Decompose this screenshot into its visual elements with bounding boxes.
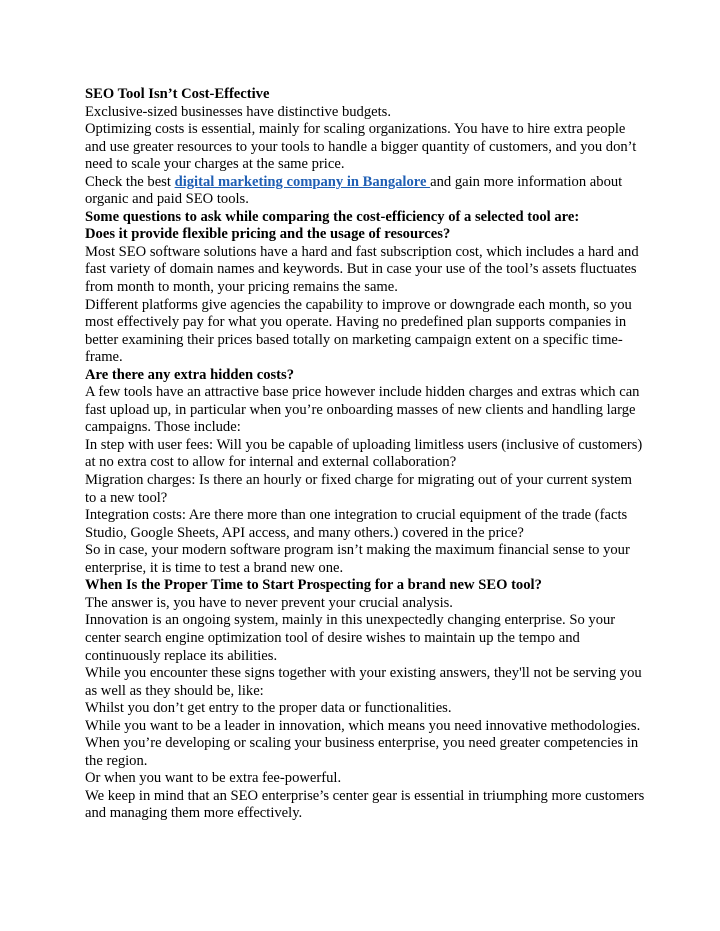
paragraph-so-in-case: So in case, your modern software program isn’t making the maximum financial sense to your enterprise, it is time to test a brand new one. bbox=[85, 542, 630, 576]
paragraph-leader: While you want to be a leader in innovation, which means you need innovative methodologies. bbox=[85, 717, 641, 734]
paragraph-answer: The answer is, you have to never prevent your crucial analysis. bbox=[85, 594, 453, 611]
section-heading-when: When Is the Proper Time to Start Prospecting for a brand new SEO tool? bbox=[85, 577, 542, 594]
paragraph-whilst: Whilst you don’t get entry to the proper data or functionalities. bbox=[85, 700, 452, 717]
document-body bbox=[85, 86, 645, 823]
paragraph-while-encounter: While you encounter these signs together with your existing answers, they'll not be serving you as well as they should be, like: bbox=[85, 665, 642, 699]
paragraph-innovation: Innovation is an ongoing system, mainly in this unexpectedly changing enterprise. So your center search engine optimization tool of desire wishes to maintain up the tempo and continuously replace its abilities. bbox=[85, 612, 616, 664]
check-text-after: and gain more information about organic and paid SEO tools. bbox=[85, 173, 623, 208]
paragraph-exclusive: Exclusive-sized businesses have distinctive budgets. bbox=[85, 103, 391, 120]
paragraph-user-fees: In step with user fees: Will you be capable of uploading limitless users (inclusive of customers) at no extra cost to allow for internal and external collaboration? bbox=[85, 436, 643, 471]
paragraph-few-tools: A few tools have an attractive base price however include hidden charges and extras which can fast upload up, in particular when you’re onboarding masses of new clients and handling large campaigns. Those include: bbox=[85, 384, 640, 436]
paragraph-migration: Migration charges: Is there an hourly or fixed charge for migrating out of your current system to a new tool? bbox=[85, 472, 632, 506]
paragraph-keep-in-mind: We keep in mind that an SEO enterprise’s center gear is essential in triumphing more customers and managing them more effectively. bbox=[85, 787, 645, 822]
section-heading-hidden-costs: Are there any extra hidden costs? bbox=[85, 366, 295, 383]
paragraph-fee-powerful: Or when you want to be extra fee-powerful. bbox=[85, 770, 342, 787]
paragraph-developing: When you’re developing or scaling your business enterprise, you need greater competencies in the region. bbox=[85, 735, 639, 769]
section-heading-questions: Some questions to ask while comparing the cost-efficiency of a selected tool are: bbox=[85, 208, 580, 225]
paragraph-check-best bbox=[85, 174, 645, 209]
paragraph-different-platforms: Different platforms give agencies the capability to improve or downgrade each month, so you most effectively pay for what you operate. Having no predefined plan supports companies in better examining their prices based totally on marketing campaign extent on a specific time-frame. bbox=[85, 296, 632, 366]
section-heading-cost: SEO Tool Isn’t Cost-Effective bbox=[85, 86, 270, 102]
paragraph-most-seo: Most SEO software solutions have a hard and fast subscription cost, which includes a hard and fast variety of domain names and keywords. But in case your use of the tool’s assets fluctuates from month to month, your pricing remains the same. bbox=[85, 243, 639, 296]
paragraph-integration: Integration costs: Are there more than one integration to crucial equipment of the trade (facts Studio, Google Sheets, API access, and many others.) covered in the price? bbox=[85, 507, 628, 541]
check-text-before: Check the best bbox=[85, 173, 175, 190]
paragraph-optimizing: Optimizing costs is essential, mainly for scaling organizations. You have to hire extra people and use greater resources to your tools to handle a bigger quantity of customers, and you don’t need to scale your charges at the same price. bbox=[85, 121, 637, 173]
section-heading-flexible: Does it provide flexible pricing and the usage of resources? bbox=[85, 226, 451, 243]
digital-marketing-link[interactable]: digital marketing company in Bangalore bbox=[174, 173, 431, 190]
